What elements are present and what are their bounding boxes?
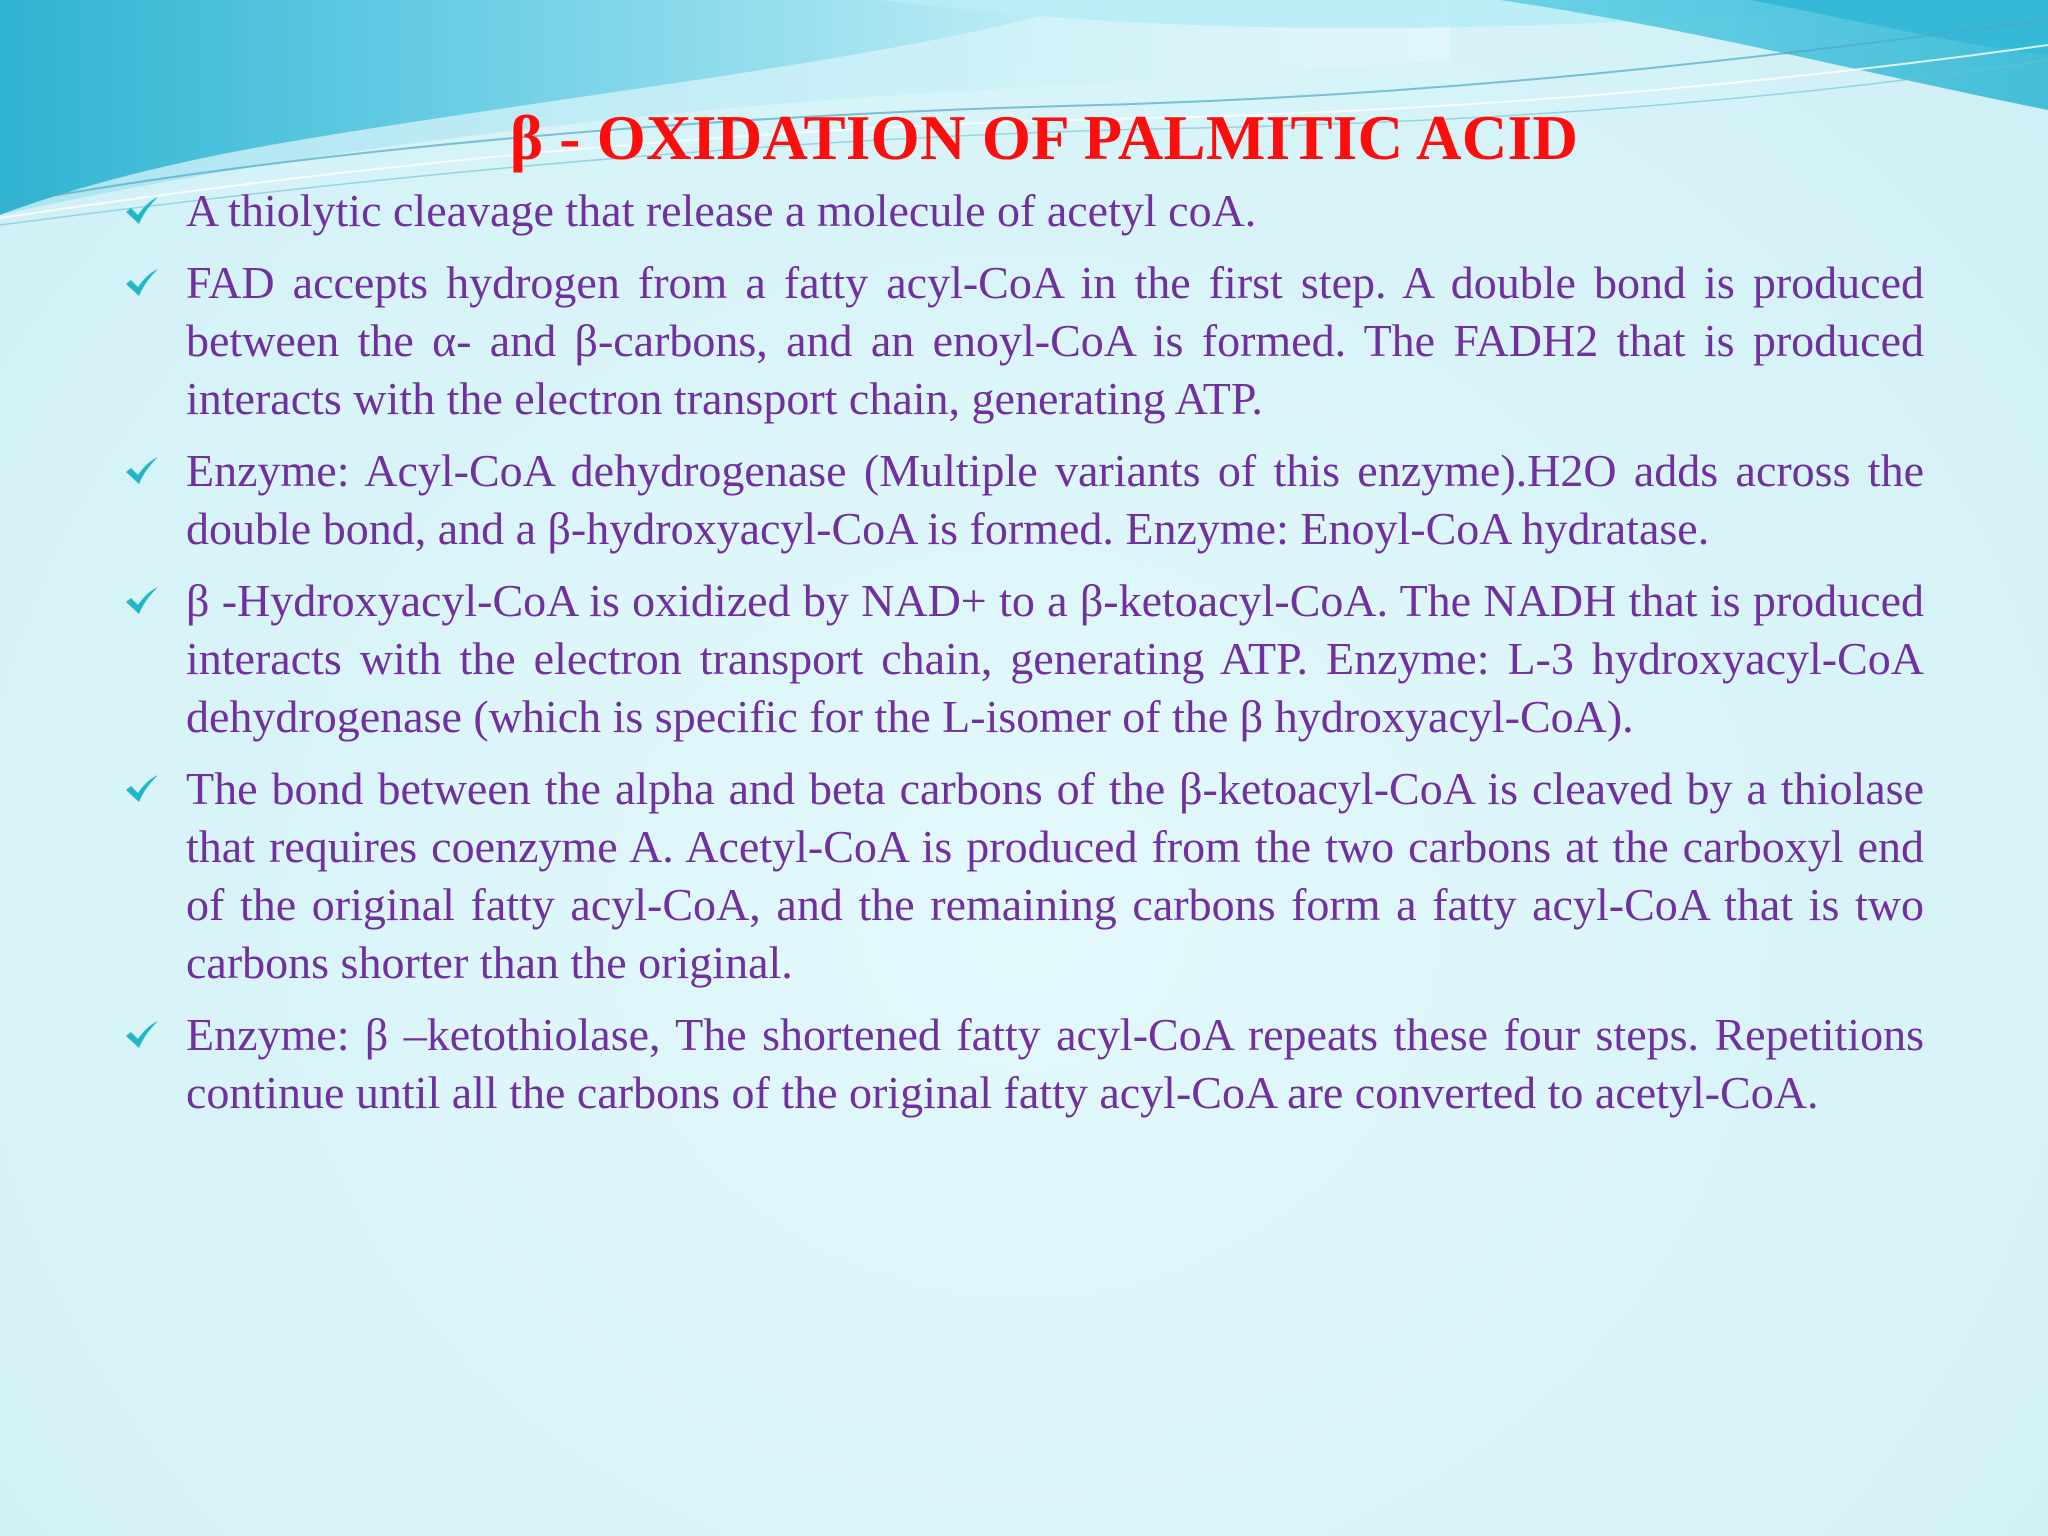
bullet-item (124, 442, 1924, 558)
bullet-text: The bond between the alpha and beta carbons of the β-ketoacyl-CoA is cleaved by a thiolase that requires coenzyme A. Acetyl-CoA is produced from the two carbons at the carboxyl end of the original fatty acyl-CoA, and the remaining carbons form a fatty acyl-CoA that is two carbons shorter than the original. (186, 763, 1924, 988)
check-mark-icon (124, 586, 160, 616)
bullet-list (124, 182, 1924, 1136)
check-mark-icon (124, 196, 160, 226)
bullet-item (124, 254, 1924, 428)
bullet-text: Enzyme: Acyl-CoA dehydrogenase (Multiple variants of this enzyme).H2O adds across the double bond, and a β-hydroxyacyl-CoA is formed. Enzyme: Enoyl-CoA hydratase. (186, 445, 1924, 554)
check-mark-icon (124, 1020, 160, 1050)
bullet-item (124, 182, 1924, 240)
slide-title (0, 100, 2048, 176)
check-mark-icon (124, 456, 160, 486)
check-mark-icon (124, 268, 160, 298)
slide-title-text: β - OXIDATION OF PALMITIC ACID (509, 103, 1579, 173)
bullet-text: A thiolytic cleavage that release a molecule of acetyl coA. (186, 185, 1257, 236)
bullet-item (124, 1006, 1924, 1122)
bullet-text: FAD accepts hydrogen from a fatty acyl-CoA in the first step. A double bond is produced between the α- and β-carbons, and an enoyl-CoA is formed. The FADH2 that is produced interacts with the electron transport chain, generating ATP. (186, 257, 1924, 424)
bullet-item (124, 572, 1924, 746)
bullet-text: β -Hydroxyacyl-CoA is oxidized by NAD+ to a β-ketoacyl-CoA. The NADH that is produced interacts with the electron transport chain, generating ATP. Enzyme: L-3 hydroxyacyl-CoA dehydrogenase (which is specific for the L-isomer of the β hydroxyacyl-CoA). (186, 575, 1924, 742)
check-mark-icon (124, 774, 160, 804)
bullet-item (124, 760, 1924, 992)
bullet-text: Enzyme: β –ketothiolase, The shortened fatty acyl-CoA repeats these four steps. Repetitions continue until all the carbons of the original fatty acyl-CoA are converted to acetyl-CoA. (186, 1009, 1924, 1118)
